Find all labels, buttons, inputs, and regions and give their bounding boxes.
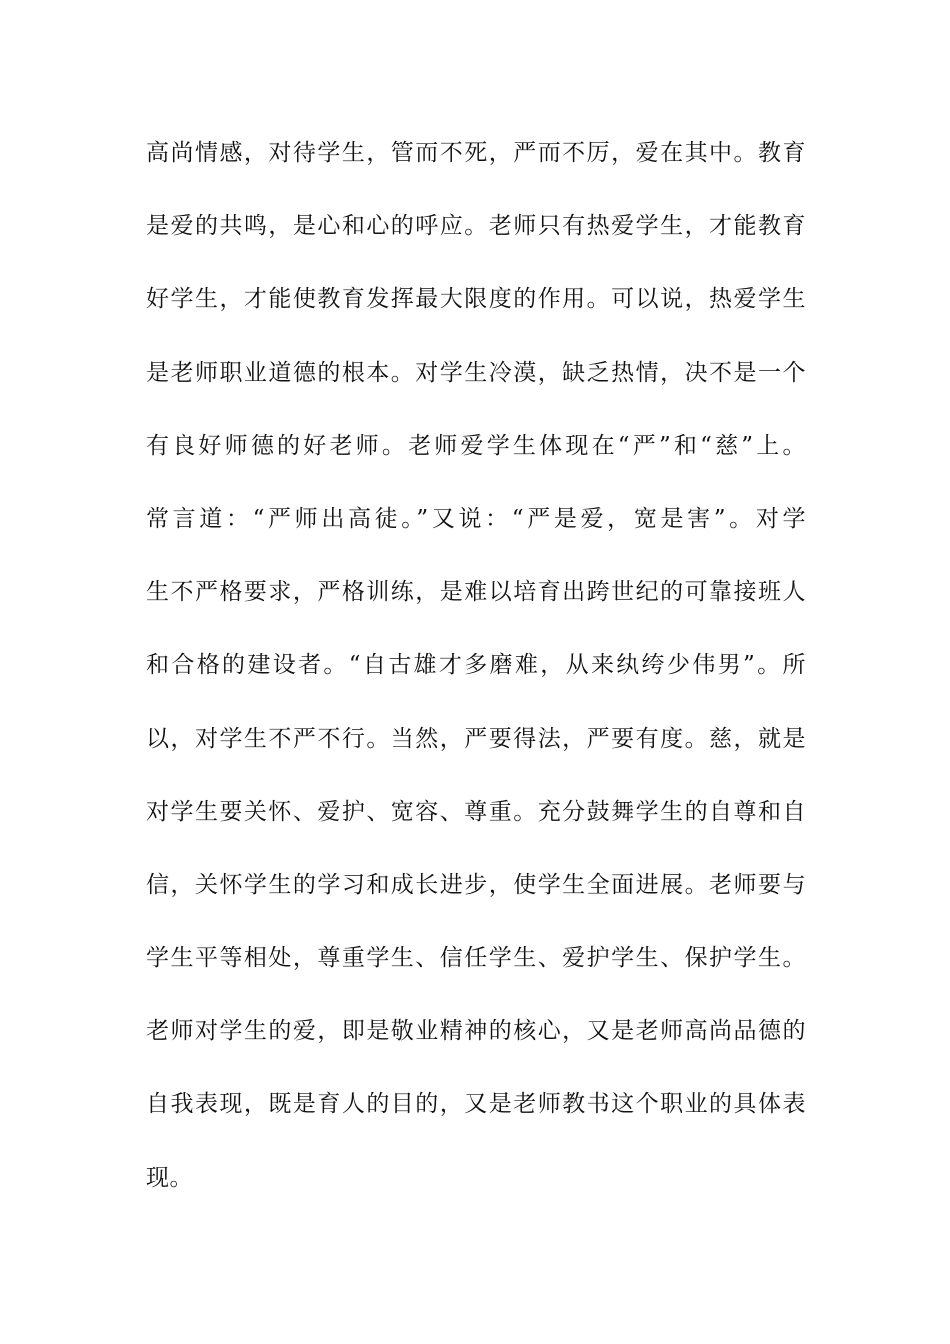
text-line: 学生平等相处，尊重学生、信任学生、爱护学生、保护学生。 bbox=[146, 945, 806, 972]
text-line: 是爱的共鸣，是心和心的呼应。老师只有热爱学生，才能教育 bbox=[146, 213, 806, 240]
text-line: 和合格的建设者。“自古雄才多磨难，从来纨绔少伟男”。所 bbox=[146, 652, 806, 679]
text-line: 高尚情感，对待学生，管而不死，严而不厉，爱在其中。教育 bbox=[146, 140, 806, 166]
text-line-final: 现。 bbox=[146, 1164, 193, 1191]
text-line: 以，对学生不严不行。当然，严要得法，严要有度。慈，就是 bbox=[146, 725, 806, 752]
body-paragraph bbox=[146, 128, 806, 1226]
text-line: 生不严格要求，严格训练，是难以培育出跨世纪的可靠接班人 bbox=[146, 579, 806, 606]
text-line: 常言道：“严师出高徒。”又说：“严是爱，宽是害”。对学 bbox=[146, 505, 806, 532]
text-line: 对学生要关怀、爱护、宽容、尊重。充分鼓舞学生的自尊和自 bbox=[146, 798, 806, 825]
text-line: 老师对学生的爱，即是敬业精神的核心，又是老师高尚品德的 bbox=[146, 1018, 806, 1045]
text-line: 好学生，才能使教育发挥最大限度的作用。可以说，热爱学生 bbox=[146, 286, 806, 313]
text-line: 是老师职业道德的根本。对学生冷漠，缺乏热情，决不是一个 bbox=[146, 359, 806, 386]
text-line: 有良好师德的好老师。老师爱学生体现在“严”和“慈”上。 bbox=[146, 432, 806, 459]
text-line: 信，关怀学生的学习和成长进步，使学生全面进展。老师要与 bbox=[146, 871, 806, 898]
text-line: 自我表现，既是育人的目的，又是老师教书这个职业的具体表 bbox=[146, 1091, 806, 1118]
